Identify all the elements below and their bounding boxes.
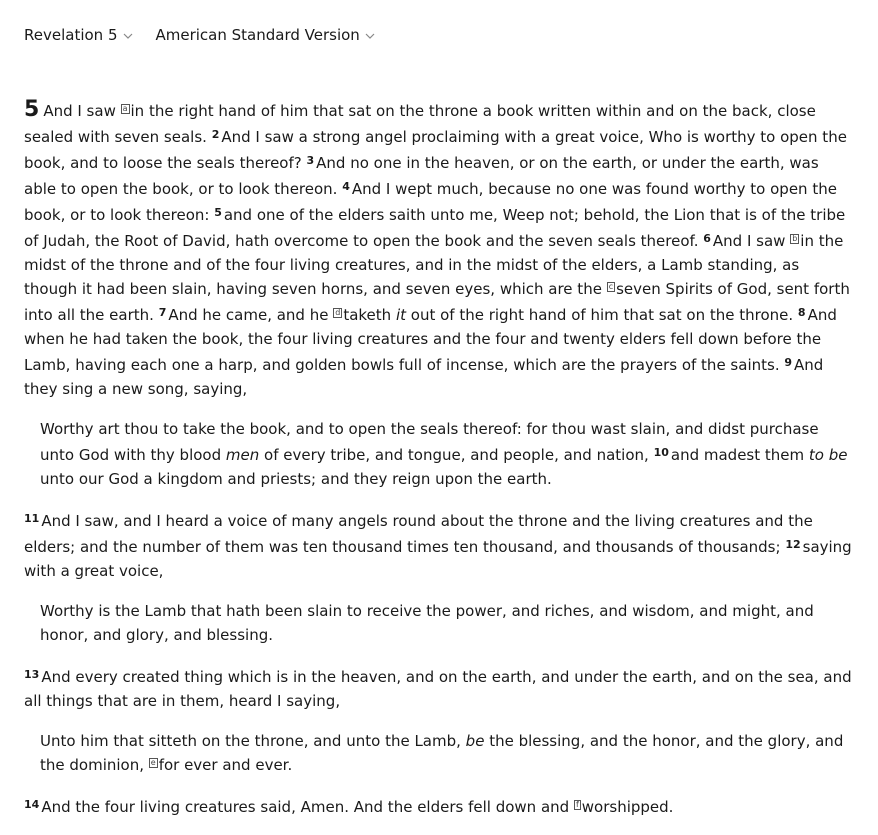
verse-number: 3: [306, 154, 315, 167]
verse-number: 2: [211, 128, 220, 141]
verse-text: And every created thing which is in the heaven, and on the earth, and under the earth, and on the sea, and all things that are in them, heard I saying,: [24, 668, 852, 710]
verse-text: unto our God a kingdom and priests; and they reign upon the earth.: [40, 470, 552, 488]
footnote-marker[interactable]: e: [150, 758, 156, 767]
paragraph: [24, 507, 854, 583]
verse-text: Worthy is the Lamb that hath been slain to receive the power, and riches, and wisdom, and might, and honor, and glory, and blessing.: [40, 602, 814, 644]
footnote-marker[interactable]: c: [608, 282, 614, 291]
footnote-marker[interactable]: f: [575, 800, 579, 809]
paragraph: [24, 793, 854, 819]
footnote-marker[interactable]: d: [335, 308, 341, 317]
chevron-down-icon: [122, 30, 134, 42]
chapter-number: 5: [24, 97, 40, 122]
verse-text: in the right hand of him that sat on the throne a book written within and on the back, close sealed with seven seals.: [24, 102, 816, 146]
verse-text: And I saw a strong angel proclaiming with a great voice, Who is worthy to open the book, and to loose the seals thereof?: [24, 128, 847, 172]
footnote-marker[interactable]: a: [122, 104, 128, 113]
verse-number: 5: [214, 206, 222, 219]
verse-text-italic: to be: [808, 446, 848, 464]
verse-text: in the midst of the throne and of the four living creatures, and in the midst of the elders, a Lamb standing, as though it had been slain, having seven horns, and seven eyes, which are the: [24, 232, 844, 298]
verse-number: 8: [797, 306, 806, 319]
verse-number: 11: [24, 512, 40, 525]
verse-number: 4: [342, 180, 350, 193]
verse-number: 7: [158, 306, 167, 319]
verse-text-italic: men: [225, 446, 260, 464]
verse-text: saying with a great voice,: [24, 538, 852, 580]
verse-number: 10: [653, 446, 669, 459]
verse-text: out of the right hand of him that sat on the throne.: [406, 306, 798, 324]
verse-text: and one of the elders saith unto me, Weep not; behold, the Lion that is of the tribe of Judah, the Root of David, hath overcome to open the book and the seven seals thereof.: [24, 206, 846, 250]
verse-text: worshipped.: [581, 798, 674, 816]
verse-text: seven Spirits of God, sent forth into all the earth.: [24, 280, 850, 324]
verse-text-italic: it: [395, 306, 406, 324]
verse-text: And I saw: [43, 102, 121, 120]
verse-number: 12: [785, 538, 801, 551]
verse-text: taketh: [343, 306, 396, 324]
verse-number: 13: [24, 668, 40, 681]
verse-text: and madest them: [670, 446, 809, 464]
verse-number: 6: [703, 232, 711, 245]
verse-text: And he came, and he: [168, 306, 334, 324]
version-picker[interactable]: [156, 26, 376, 44]
verse-text: And no one in the heaven, or on the earth, or under the earth, was able to open the book, or to look thereon.: [24, 154, 819, 198]
verse-text-italic: be: [465, 732, 485, 750]
poetry-paragraph: [24, 729, 854, 777]
verse-text: Worthy art thou to take the book, and to open the seals thereof: for thou wast slain, and didst purchase unto God with thy blood: [40, 420, 819, 464]
chapter-picker-label: Revelation 5: [24, 26, 118, 44]
verse-text: Unto him that sitteth on the throne, and unto the Lamb,: [40, 732, 466, 750]
verse-text: of every tribe, and tongue, and people, and nation,: [259, 446, 654, 464]
poetry-paragraph: [24, 599, 854, 647]
verse-text: And the four living creatures said, Amen. And the elders fell down and: [41, 798, 574, 816]
verse-number: 9: [784, 356, 793, 369]
verse-text: for ever and ever.: [158, 756, 293, 774]
passage-text: [24, 98, 854, 835]
verse-text: And when he had taken the book, the four living creatures and the four and twenty elders fell down before the Lamb, having each one a harp, and golden bowls full of incense, which are the prayers of the saints.: [24, 306, 837, 374]
verse-number: 14: [24, 798, 40, 811]
paragraph: [24, 98, 854, 401]
version-picker-label: American Standard Version: [155, 26, 360, 44]
verse-text: And they sing a new song, saying,: [24, 356, 824, 398]
verse-text: And I wept much, because no one was found worthy to open the book, or to look thereon:: [24, 180, 837, 224]
poetry-paragraph: [24, 417, 854, 491]
verse-text: And I saw, and I heard a voice of many angels round about the throne and the living creatures and the elders; and the number of them was ten thousand times ten thousand, and thousands of thousands;: [24, 512, 813, 556]
verse-text: And I saw: [712, 232, 791, 250]
paragraph: [24, 663, 854, 713]
chapter-picker[interactable]: [24, 26, 134, 44]
chevron-down-icon: [364, 30, 376, 42]
reader-toolbar: [24, 26, 376, 44]
verse-text: the blessing, and the honor, and the glory, and the dominion,: [40, 732, 844, 774]
footnote-marker[interactable]: b: [792, 234, 798, 243]
